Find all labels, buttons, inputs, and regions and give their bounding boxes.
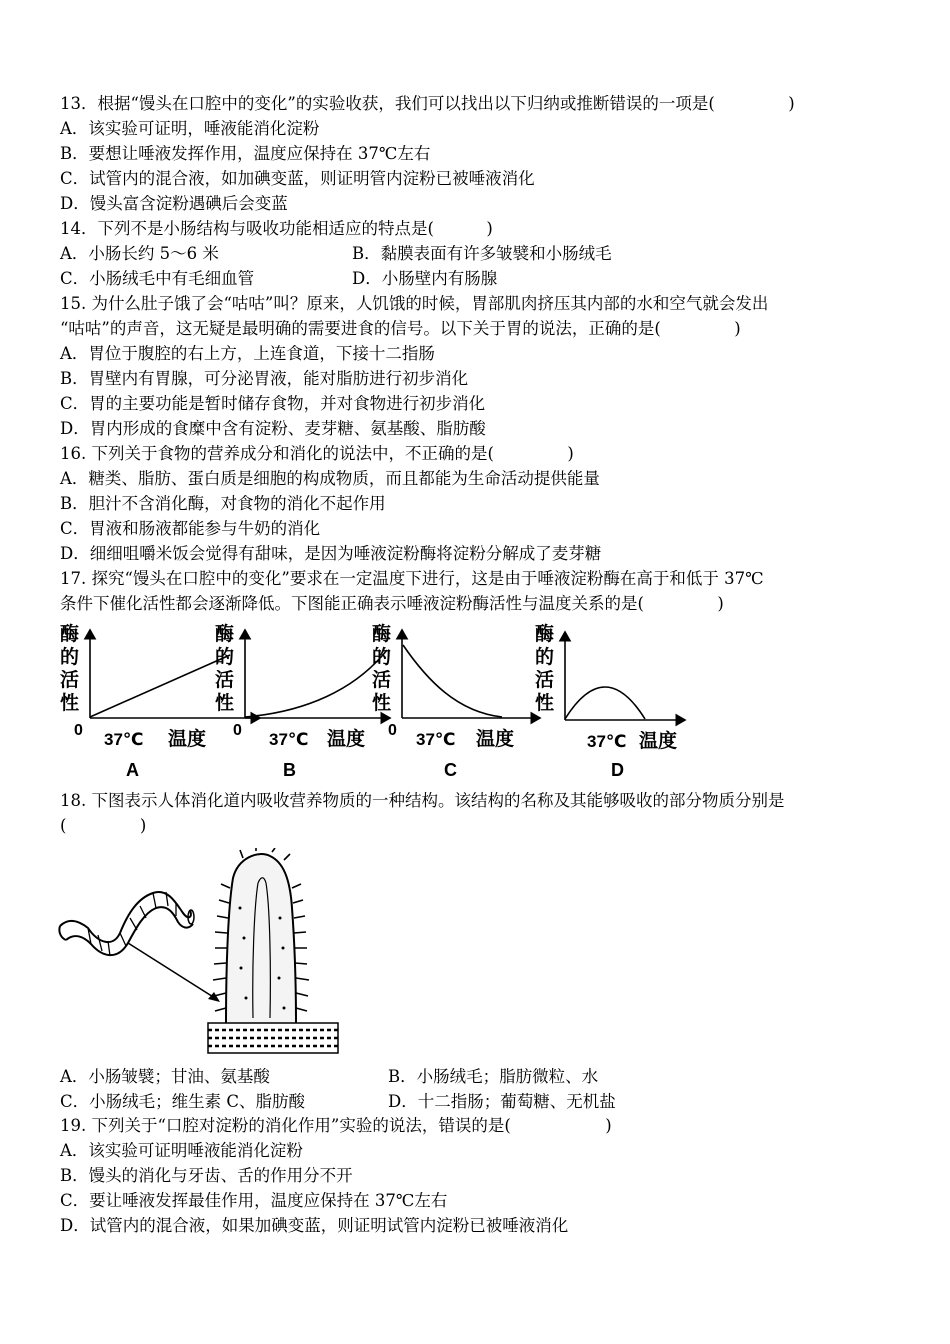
q17-stem-line2: 条件下催化活性都会逐渐降低。下图能正确表示唾液淀粉酶活性与温度关系的是( ) xyxy=(60,594,724,613)
graph-d xyxy=(535,622,685,780)
graph-d-option-label: D xyxy=(611,760,624,780)
graph-b-ylabel-2: 的 xyxy=(215,647,235,668)
q17-stem-line1: 17. 探究“馒头在口腔中的变化”要求在一定温度下进行，这是由于唾液淀粉酶在高于和低于 37℃ xyxy=(60,569,764,588)
q13-stem: 13．根据“馒头在口腔中的变化”的实验收获，我们可以找出以下归纳或推断错误的一项是( ) xyxy=(60,94,795,113)
q15-option-b: B．胃壁内有胃腺，可分泌胃液，能对脂肪进行初步消化 xyxy=(60,369,469,388)
q16-option-c: C．胃液和肠液都能参与牛奶的消化 xyxy=(60,519,321,538)
graph-d-x-label: 温度 xyxy=(639,731,678,752)
pointer-arrow xyxy=(128,943,218,1000)
graph-a-ylabel-4: 性 xyxy=(60,693,80,714)
graph-b-option-label: B xyxy=(283,760,296,780)
graph-d-ylabel-3: 活 xyxy=(535,670,555,691)
graph-b-origin: 0 xyxy=(233,722,242,739)
graph-a-ylabel-2: 的 xyxy=(60,647,80,668)
graph-b-x-label: 温度 xyxy=(327,729,366,750)
q13-option-a: A．该实验可证明，唾液能消化淀粉 xyxy=(60,119,320,138)
q19-option-a: A．该实验可证明唾液能消化淀粉 xyxy=(60,1141,303,1160)
q18-stem-line2: ( ) xyxy=(60,816,147,835)
q16-option-a: A．糖类、脂肪、蛋白质是细胞的构成物质，而且都能为生命活动提供能量 xyxy=(60,469,600,488)
graph-c-ylabel-2: 的 xyxy=(372,647,392,668)
graph-a-ylabel-1: 酶 xyxy=(60,624,80,645)
small-intestine-drawing xyxy=(59,892,194,956)
graph-d-ylabel-1: 酶 xyxy=(535,624,555,645)
graph-d-ylabel-4: 性 xyxy=(535,693,555,714)
graph-d-curve xyxy=(565,687,645,719)
graph-b-ylabel-1: 酶 xyxy=(215,624,235,645)
graph-c-curve xyxy=(403,645,502,717)
graph-a-option-label: A xyxy=(126,760,139,780)
graph-c-origin: 0 xyxy=(388,722,397,739)
q18-option-d: D．十二指肠；葡萄糖、无机盐 xyxy=(388,1092,616,1111)
graph-c-ylabel-3: 活 xyxy=(372,670,392,691)
q19-option-d: D．试管内的混合液，如果加碘变蓝，则证明试管内淀粉已被唾液消化 xyxy=(60,1216,569,1235)
graph-b-curve xyxy=(245,650,387,717)
villus-drawing xyxy=(208,848,338,1053)
q13-option-d: D．馒头富含淀粉遇碘后会变蓝 xyxy=(60,194,288,213)
graph-c xyxy=(372,622,540,780)
q19-option-b: B．馒头的消化与牙齿、舌的作用分不开 xyxy=(60,1166,353,1185)
pointer-arrow-head xyxy=(208,992,220,1002)
q16-option-d: D．细细咀嚼米饭会觉得有甜味，是因为唾液淀粉酶将淀粉分解成了麦芽糖 xyxy=(60,544,602,563)
q18-option-c: C．小肠绒毛；维生素 C、脂肪酸 xyxy=(60,1092,305,1111)
graph-c-x-tick: 37℃ xyxy=(416,730,456,749)
q14-option-c: C．小肠绒毛中有毛细血管 xyxy=(60,269,255,288)
q15-option-d: D．胃内形成的食糜中含有淀粉、麦芽糖、氨基酸、脂肪酸 xyxy=(60,419,486,438)
q15-stem-line2: “咕咕”的声音，这无疑是最明确的需要进食的信号。以下关于胃的说法，正确的是( ) xyxy=(60,319,741,338)
graph-c-ylabel-1: 酶 xyxy=(372,624,392,645)
q18-stem-line1: 18. 下图表示人体消化道内吸收营养物质的一种结构。该结构的名称及其能够吸收的部分物质分别是 xyxy=(60,791,785,810)
q16-option-b: B．胆汁不含消化酶，对食物的消化不起作用 xyxy=(60,494,386,513)
q13-option-b: B．要想让唾液发挥作用，温度应保持在 37℃左右 xyxy=(60,144,431,163)
q19-option-c: C．要让唾液发挥最佳作用，温度应保持在 37℃左右 xyxy=(60,1191,448,1210)
q14-option-b: B．黏膜表面有许多皱襞和小肠绒毛 xyxy=(352,244,612,263)
graph-a-origin: 0 xyxy=(74,722,83,739)
graph-c-x-label: 温度 xyxy=(476,729,515,750)
graph-b xyxy=(215,622,390,780)
graph-a-curve xyxy=(90,655,230,717)
graph-b-x-tick: 37℃ xyxy=(269,730,309,749)
q15-stem-line1: 15. 为什么肚子饿了会“咕咕”叫？原来，人饥饿的时候，胃部肌肉挤压其内部的水和空气就会发出 xyxy=(60,294,769,313)
q15-option-a: A．胃位于腹腔的右上方，上连食道，下接十二指肠 xyxy=(60,344,435,363)
graph-a-x-tick: 37℃ xyxy=(104,730,144,749)
graph-c-option-label: C xyxy=(444,760,457,780)
intestinal-villus-illustration xyxy=(58,848,348,1058)
q19-stem: 19. 下列关于“口腔对淀粉的消化作用”实验的说法，错误的是( ) xyxy=(60,1116,612,1135)
enzyme-activity-graphs xyxy=(60,620,700,785)
q14-option-d: D．小肠壁内有肠腺 xyxy=(352,269,498,288)
q15-option-c: C．胃的主要功能是暂时储存食物，并对食物进行初步消化 xyxy=(60,394,486,413)
q16-stem: 16. 下列关于食物的营养成分和消化的说法中，不正确的是( ) xyxy=(60,444,574,463)
q18-option-a: A．小肠皱襞；甘油、氨基酸 xyxy=(60,1067,270,1086)
q13-option-c: C．试管内的混合液，如加碘变蓝，则证明管内淀粉已被唾液消化 xyxy=(60,169,535,188)
graph-b-ylabel-4: 性 xyxy=(215,693,235,714)
graph-d-ylabel-2: 的 xyxy=(535,647,555,668)
q14-option-a: A．小肠长约 5～6 米 xyxy=(60,244,219,263)
graph-c-ylabel-4: 性 xyxy=(372,693,392,714)
graph-b-ylabel-3: 活 xyxy=(215,670,235,691)
q14-stem: 14．下列不是小肠结构与吸收功能相适应的特点是( ) xyxy=(60,219,493,238)
q18-option-b: B．小肠绒毛；脂肪微粒、水 xyxy=(388,1067,599,1086)
graph-d-x-tick: 37℃ xyxy=(587,732,627,751)
graph-a-x-label: 温度 xyxy=(168,729,207,750)
graph-a-ylabel-3: 活 xyxy=(60,670,80,691)
